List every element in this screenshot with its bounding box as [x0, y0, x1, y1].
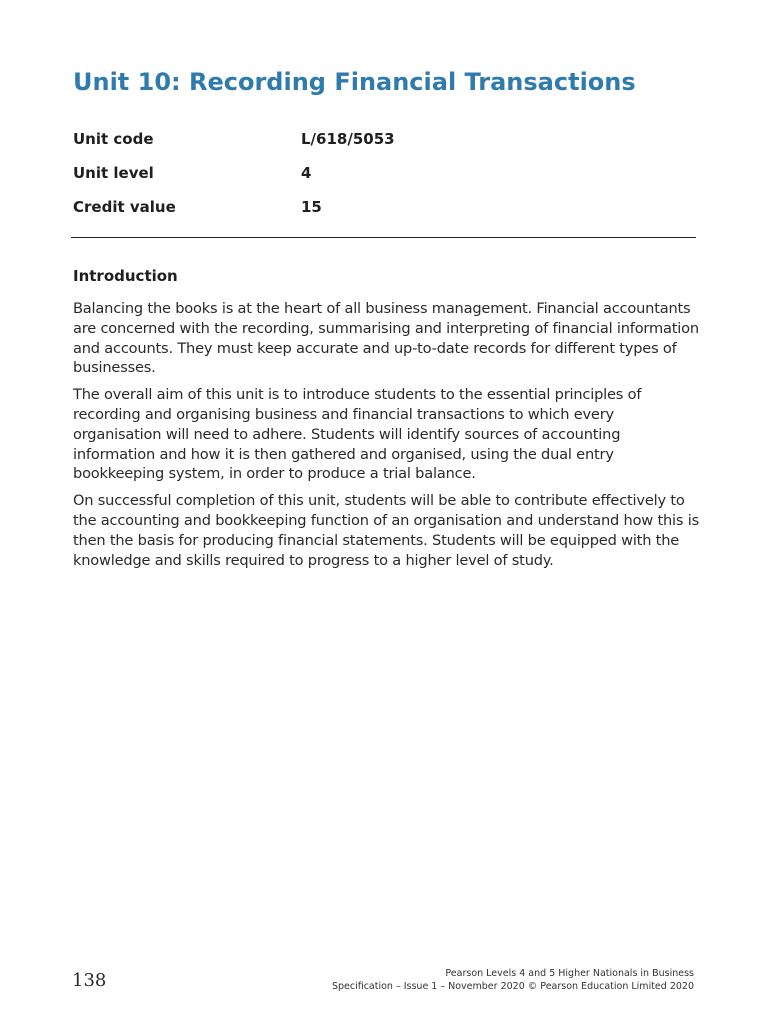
unit-level-row: [73, 162, 633, 196]
section-divider: [71, 237, 696, 238]
unit-code-row: [73, 128, 633, 162]
unit-level-label: Unit level: [73, 164, 154, 182]
credit-value-label: Credit value: [73, 198, 176, 216]
introduction-paragraph: On successful completion of this unit, students will be able to contribute effectively to the accounting and bookkeeping function of an organisation and understand how this is then the basis for producing financial statements. Students will be equipped with the knowledge and skills required to progress to a higher level of study.: [73, 492, 700, 569]
footer-line-specification: Specification – Issue 1 – November 2020 © Pearson Education Limited 2020: [331, 981, 694, 992]
introduction-paragraph: The overall aim of this unit is to introduce students to the essential principles of recording and organising business and financial transactions to which every organisation will need to adhere. Students will identify sources of accounting information and how it is then gathered and organised, using the dual entry bookkeeping system, in order to produce a trial balance.: [73, 386, 642, 483]
footer-line-title: Pearson Levels 4 and 5 Higher Nationals in Business: [445, 968, 694, 979]
introduction-heading: Introduction: [73, 267, 178, 285]
unit-meta-table: [73, 128, 633, 230]
unit-code-value: L/618/5053: [301, 130, 395, 148]
unit-code-label: Unit code: [73, 130, 154, 148]
credit-value-value: 15: [301, 198, 322, 216]
unit-level-value: 4: [301, 164, 312, 182]
credit-value-row: [73, 196, 633, 230]
footer-publication-info: [332, 967, 694, 993]
unit-title: Unit 10: Recording Financial Transactions: [73, 68, 636, 96]
page-number: 138: [72, 970, 107, 991]
introduction-body: [73, 299, 703, 577]
introduction-paragraph: Balancing the books is at the heart of all business management. Financial accountants are concerned with the recording, summarising and interpreting of financial information and accounts. They must keep accurate and up-to-date records for different types of businesses.: [73, 300, 699, 377]
